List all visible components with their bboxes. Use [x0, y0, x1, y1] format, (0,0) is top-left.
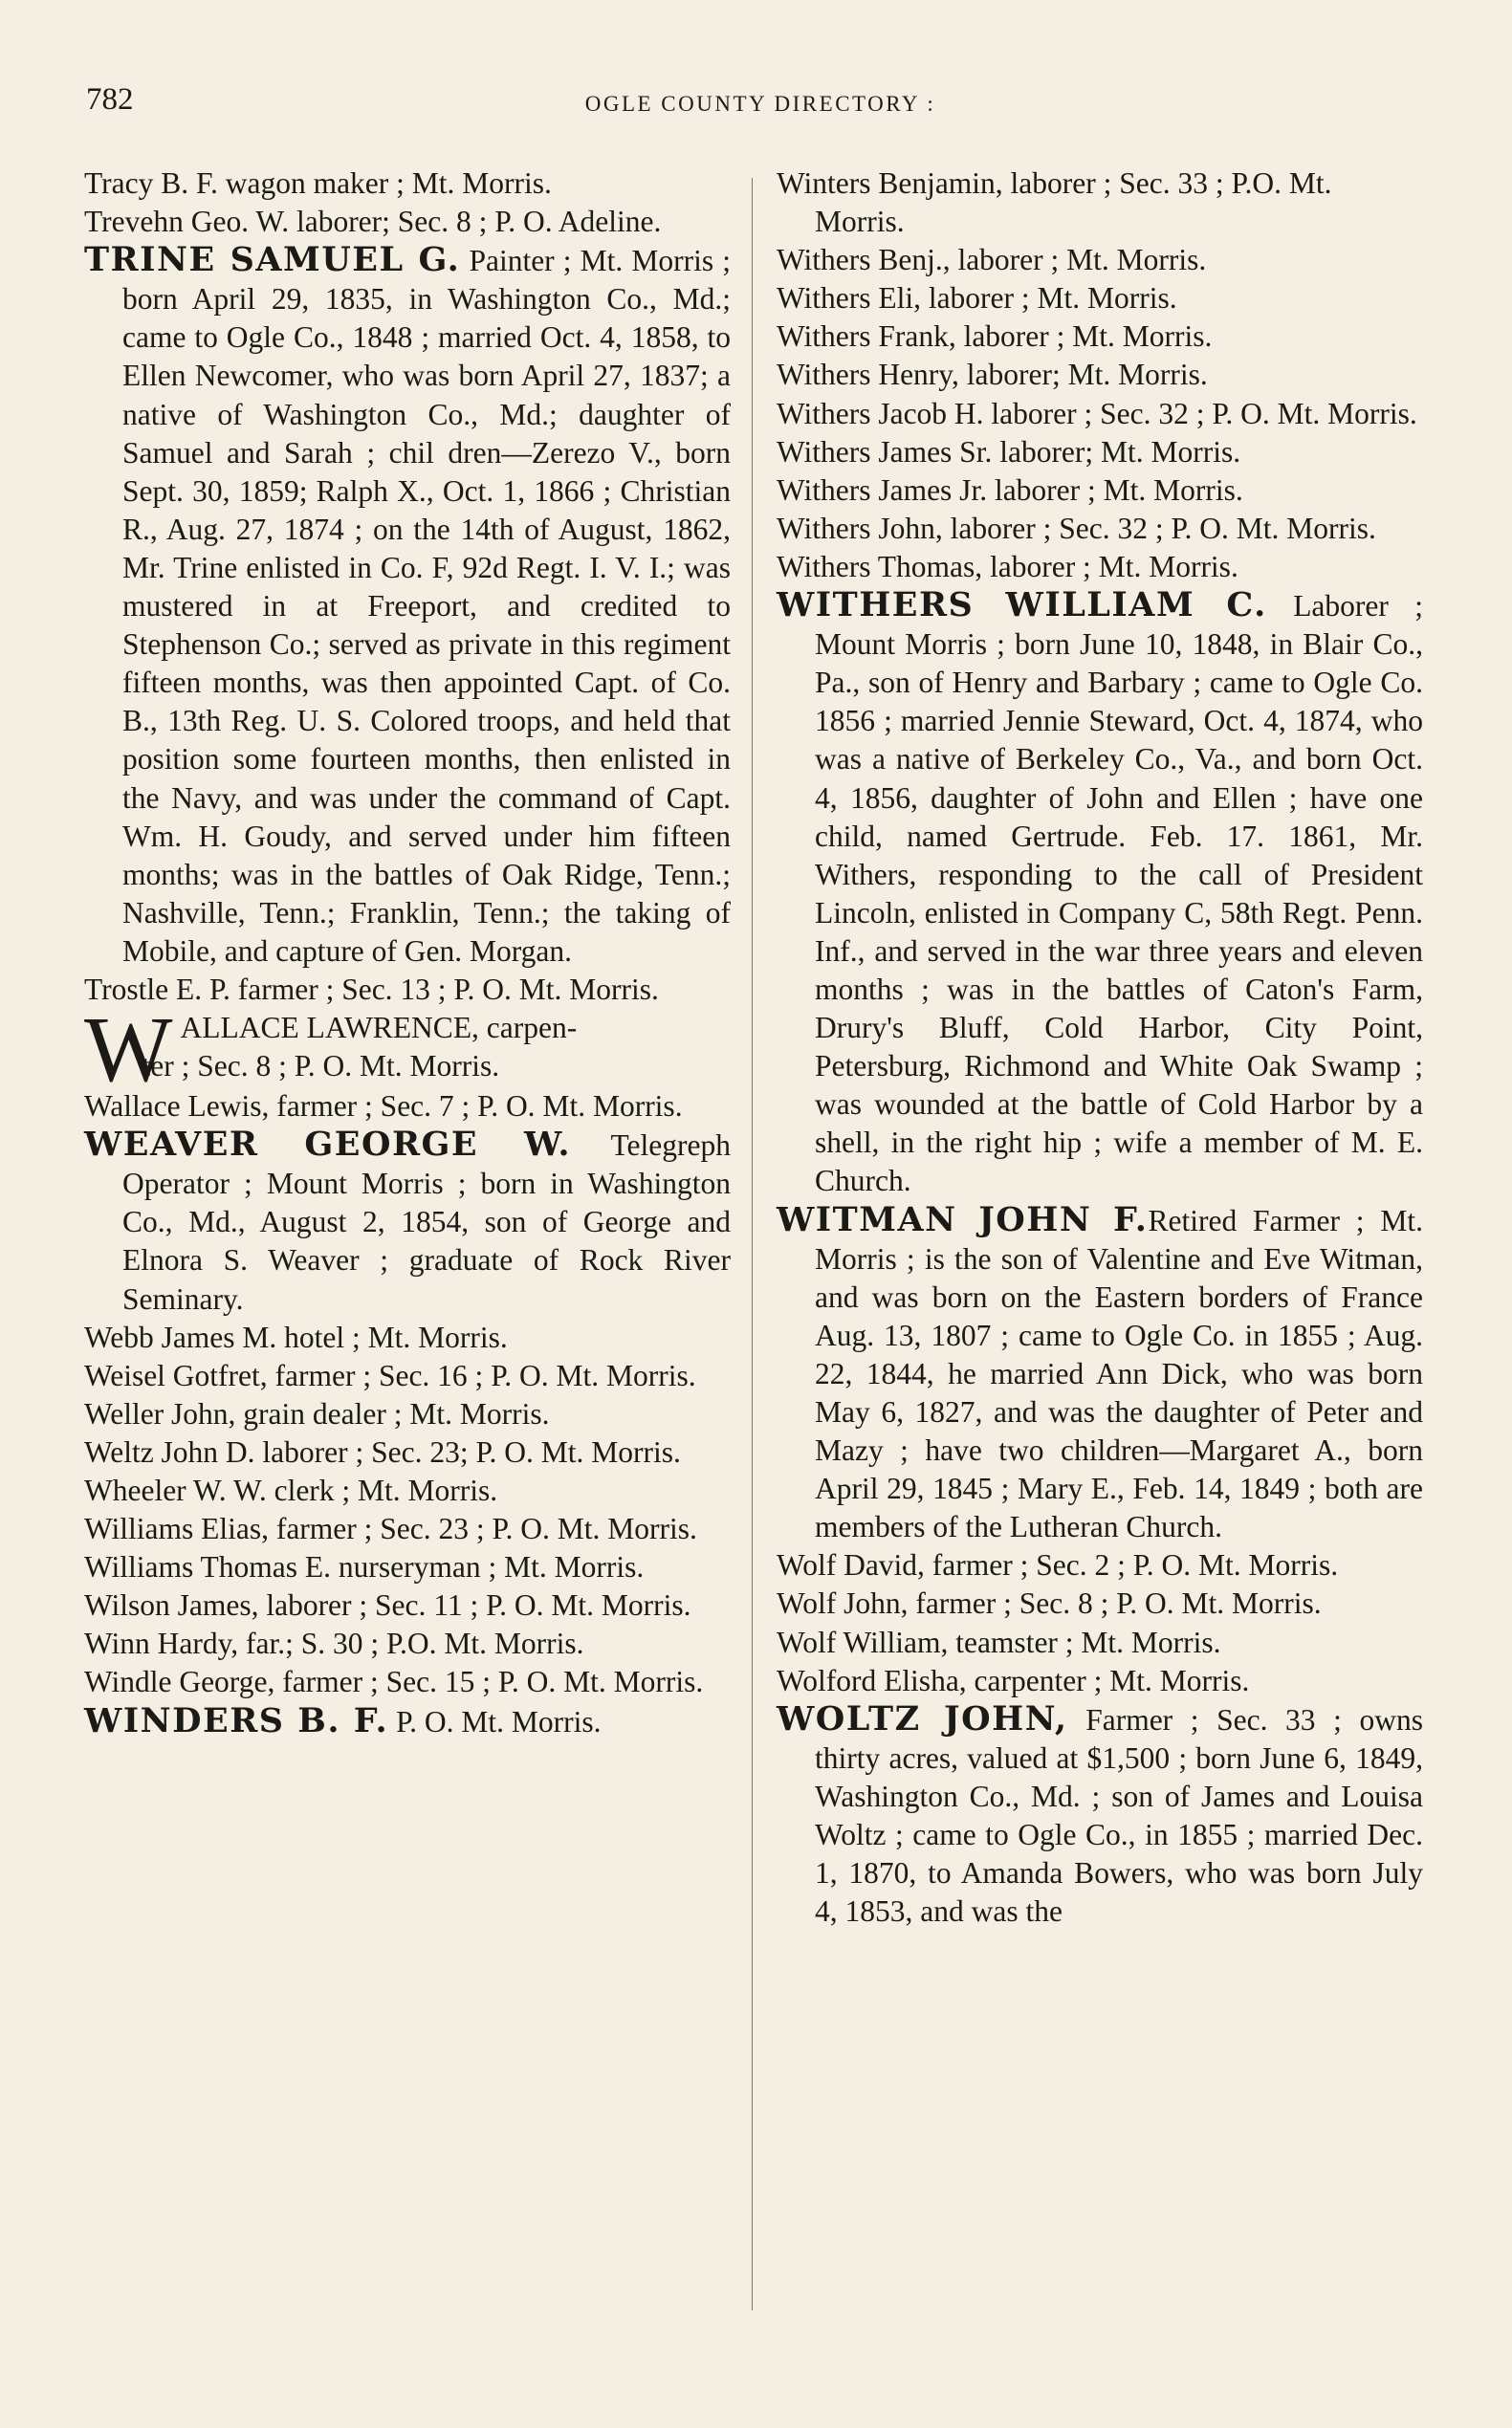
entry-text: P. O. Mt. Morris.	[388, 1704, 602, 1739]
page-number: 782	[86, 82, 134, 117]
directory-entry-wallace_lawrence	[84, 1009, 731, 1087]
directory-entry-webb	[84, 1319, 731, 1357]
directory-entry-withers_eli	[777, 279, 1423, 317]
entry-text: Telegreph Operator ; Mount Morris ; born in Washington Co., Md., August 2, 1854, son of George and Elnora S. Weaver ; graduate of Rock River Seminary.	[122, 1128, 731, 1316]
entry-text: Wolford Elisha, carpenter ; Mt. Morris.	[777, 1663, 1250, 1697]
entry-text: Williams Elias, farmer ; Sec. 23 ; P. O. Mt. Morris.	[84, 1512, 697, 1546]
directory-entry-williams_thomas	[84, 1548, 731, 1586]
directory-entry-wheeler	[84, 1472, 731, 1510]
entry-text: Winn Hardy, far.; S. 30 ; P.O. Mt. Morris.	[84, 1627, 584, 1661]
directory-entry-wolford	[777, 1662, 1423, 1700]
entry-text: Wolf David, farmer ; Sec. 2 ; P. O. Mt. Morris.	[777, 1548, 1339, 1583]
entry-text: Windle George, farmer ; Sec. 15 ; P. O. Mt. Morris.	[84, 1665, 704, 1699]
entry-text: Farmer ; Sec. 33 ; owns thirty acres, valued at $1,500 ; born June 6, 1849, Washington Co., Md. ; son of James and Louisa Woltz ; came to Ogle Co., in 1855 ; married Dec. 1, 1870, to Amanda Bowers, who was born July 4, 1853, and was the	[815, 1702, 1423, 1929]
directory-entry-wolf_william	[777, 1624, 1423, 1662]
entry-text: Winters Benjamin, laborer ; Sec. 33 ; P.O. Mt. Morris.	[777, 166, 1332, 239]
entry-continuation: ter ; Sec. 8 ; P. O. Mt. Morris.	[142, 1049, 500, 1083]
directory-entry-weller	[84, 1395, 731, 1433]
directory-entry-withers_william	[777, 586, 1423, 1201]
entry-text: Withers James Sr. laborer; Mt. Morris.	[777, 434, 1241, 469]
entry-name: WITMAN JOHN F.	[777, 1199, 1149, 1239]
entry-text: Weltz John D. laborer ; Sec. 23; P. O. Mt. Morris.	[84, 1434, 681, 1469]
entry-text: Webb James M. hotel ; Mt. Morris.	[84, 1320, 508, 1354]
directory-entry-weaver	[84, 1126, 731, 1318]
directory-entry-winders	[84, 1702, 731, 1741]
directory-entry-trine	[84, 241, 731, 971]
entry-name: WOLTZ JOHN,	[777, 1698, 1068, 1739]
entry-text: Weller John, grain dealer ; Mt. Morris.	[84, 1396, 550, 1431]
entry-text: Wolf William, teamster ; Mt. Morris.	[777, 1625, 1221, 1659]
entry-text: Withers John, laborer ; Sec. 32 ; P. O. Mt. Morris.	[777, 511, 1376, 545]
entry-text: Withers James Jr. laborer ; Mt. Morris.	[777, 472, 1243, 507]
directory-entry-withers_james_sr	[777, 433, 1423, 471]
entry-text: Withers Henry, laborer; Mt. Morris.	[777, 358, 1208, 392]
entry-text: Withers Thomas, laborer ; Mt. Morris.	[777, 549, 1238, 583]
directory-entry-wolf_john	[777, 1585, 1423, 1623]
directory-entry-williams_elias	[84, 1510, 731, 1548]
entry-text: Trostle E. P. farmer ; Sec. 13 ; P. O. Mt. Morris.	[84, 972, 659, 1006]
directory-entry-trostle	[84, 971, 731, 1009]
directory-entry-withers_benj	[777, 241, 1423, 279]
directory-entry-winn	[84, 1625, 731, 1663]
left-column	[84, 164, 731, 1741]
entry-text: Tracy B. F. wagon maker ; Mt. Morris.	[84, 166, 552, 200]
entry-first-line: ALLACE LAWRENCE, carpen-	[180, 1011, 578, 1045]
column-divider	[752, 178, 753, 2310]
directory-entry-wolf_david	[777, 1546, 1423, 1585]
directory-entry-tracy	[84, 164, 731, 203]
entry-text: Laborer ; Mount Morris ; born June 10, 1848, in Blair Co., Pa., son of Henry and Barbary ; came to Ogle Co. 1856 ; married Jennie Steward, Oct. 4, 1874, who was a native of Berkeley Co., Va., and born Oct. 4, 1856, daughter of John and Ellen ; have one child, named Gertrude. Feb. 17. 1861, Mr. Withers, responding to the call of President Lincoln, enlisted in Company C, 58th Regt. Penn. Inf., and served in the war three years and eleven months ; was in the battles of Caton's Farm, Drury's Bluff, Cold Harbor, City Point, Petersburg, Richmond and White Oak Swamp ; was wounded at the battle of Cold Harbor by a shell, in the right hip ; wife a member of M. E. Church.	[815, 589, 1424, 1198]
entry-text: Wallace Lewis, farmer ; Sec. 7 ; P. O. Mt. Morris.	[84, 1089, 683, 1124]
entry-name: TRINE SAMUEL G.	[84, 240, 461, 280]
directory-entry-withers_frank	[777, 317, 1423, 356]
page-header	[86, 82, 1435, 130]
entry-text: Painter ; Mt. Morris ; born April 29, 1835, in Washington Co., Md.; came to Ogle Co., 1848 ; married Oct. 4, 1858, to Ellen Newcomer, who was born April 27, 1837; a native of Washington Co., Md.; daughter of Samuel and Sarah ; chil dren—Zerezo V., born Sept. 30, 1859; Ralph X., Oct. 1, 1866 ; Christian R., Aug. 27, 1874 ; on the 14th of August, 1862, Mr. Trine enlisted in Co. F, 92d Regt. I. V. I.; was mustered in at Freeport, and credited to Stephenson Co.; served as private in this regiment fifteen months, was then appointed Capt. of Co. B., 13th Reg. U. S. Colored troops, and held that position some fourteen months, then enlisted in the Navy, and was under the command of Capt. Wm. H. Goudy, and served under him fifteen months; was in the battles of Oak Ridge, Tenn.; Nashville, Tenn.; Franklin, Tenn.; the taking of Mobile, and capture of Gen. Morgan.	[122, 244, 731, 968]
entry-text: Trevehn Geo. W. laborer; Sec. 8 ; P. O. Adeline.	[84, 205, 662, 239]
right-column	[777, 164, 1423, 1931]
entry-text: Withers Jacob H. laborer ; Sec. 32 ; P. O. Mt. Morris.	[777, 396, 1417, 430]
entry-text: Withers Eli, laborer ; Mt. Morris.	[777, 281, 1177, 316]
directory-entry-wallace_lewis	[84, 1087, 731, 1126]
directory-entry-witman	[777, 1201, 1423, 1547]
entry-text: Retired Farmer ; Mt. Morris ; is the son of Valentine and Eve Witman, and was born on the Eastern borders of France Aug. 13, 1807 ; came to Ogle Co. in 1855 ; Aug. 22, 1844, he married Ann Dick, who was born May 6, 1827, and was the daughter of Peter and Mazy ; have two children—Margaret A., born April 29, 1845 ; Mary E., Feb. 14, 1849 ; both are members of the Lutheran Church.	[815, 1203, 1423, 1544]
entry-text: Wilson James, laborer ; Sec. 11 ; P. O. Mt. Morris.	[84, 1588, 691, 1623]
directory-entry-trevehn	[84, 203, 731, 241]
entry-name: WINDERS B. F.	[84, 1700, 389, 1740]
directory-entry-windle	[84, 1663, 731, 1701]
directory-entry-weltz	[84, 1433, 731, 1472]
directory-entry-withers_james_jr	[777, 471, 1423, 510]
entry-name: WITHERS WILLIAM C.	[777, 585, 1267, 625]
directory-entry-weisel	[84, 1357, 731, 1395]
directory-entry-woltz	[777, 1700, 1423, 1932]
entry-text: Wolf John, farmer ; Sec. 8 ; P. O. Mt. Morris.	[777, 1586, 1322, 1621]
entry-text: Withers Frank, laborer ; Mt. Morris.	[777, 319, 1213, 354]
entry-text: Wheeler W. W. clerk ; Mt. Morris.	[84, 1474, 498, 1507]
entry-text: Williams Thomas E. nurseryman ; Mt. Morris.	[84, 1550, 645, 1585]
directory-entry-wilson	[84, 1586, 731, 1625]
directory-entry-withers_thomas	[777, 548, 1423, 586]
entry-text: Weisel Gotfret, farmer ; Sec. 16 ; P. O. Mt. Morris.	[84, 1358, 696, 1392]
entry-text: Withers Benj., laborer ; Mt. Morris.	[777, 243, 1207, 277]
directory-entry-winters	[777, 164, 1423, 241]
directory-entry-withers_john	[777, 510, 1423, 548]
directory-entry-withers_henry	[777, 356, 1423, 394]
directory-entry-withers_jacob	[777, 395, 1423, 433]
entry-name: WEAVER GEORGE W.	[84, 1125, 572, 1165]
running-title: OGLE COUNTY DIRECTORY :	[584, 92, 936, 116]
drop-cap-initial: W	[84, 1009, 173, 1088]
